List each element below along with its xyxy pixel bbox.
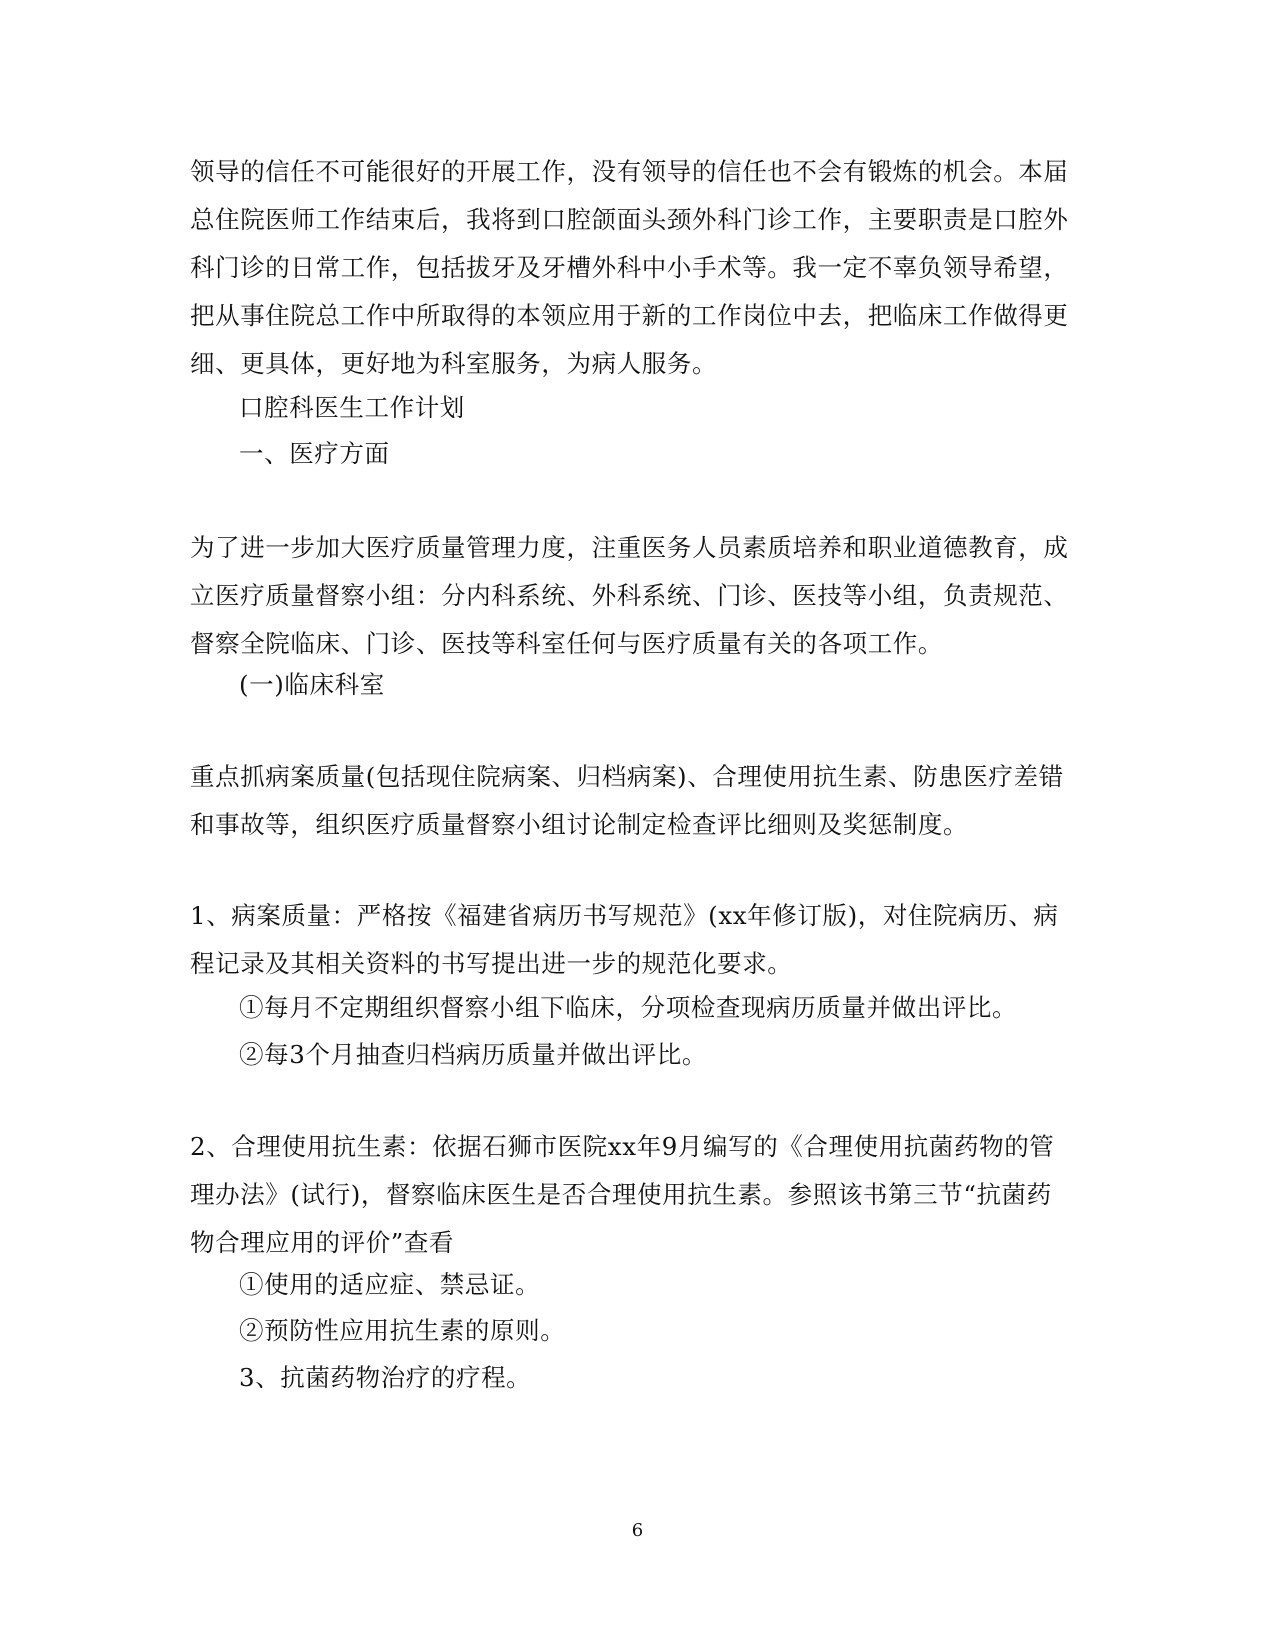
paragraph-case-quality: 1、病案质量：严格按《福建省病历书写规范》(xx年修订版)，对住院病历、病程记录及其相关资料的书写提出进一步的规范化要求。: [190, 901, 1059, 978]
section-heading-plan: 口腔科医生工作计划: [239, 393, 465, 422]
paragraph-quality-team: 为了进一步加大医疗质量管理力度，注重医务人员素质培养和职业道德教育，成立医疗质量督察小组：分内科系统、外科系统、门诊、医技等小组，负责规范、督察全院临床、门诊、医技等科室任何与医疗质量有关的各项工作。: [190, 533, 1069, 658]
list-item-monthly-check: ①每月不定期组织督察小组下临床，分项检查现病历质量并做出评比。: [239, 993, 1018, 1022]
subheading-clinical-departments: (一)临床科室: [239, 670, 385, 699]
paragraph-work-transition: 领导的信任不可能很好的开展工作，没有领导的信任也不会有锻炼的机会。本届总住院医师工作结束后，我将到口腔颌面头颈外科门诊工作，主要职责是口腔外科门诊的日常工作，包括拔牙及牙槽外科中小手术等。我一定不辜负领导希望，把从事住院总工作中所取得的本领应用于新的工作岗位中去，把临床工作做得更细、更具体，更好地为科室服务，为病人服务。: [190, 157, 1069, 378]
paragraph-antibiotics: 2、合理使用抗生素：依据石狮市医院xx年9月编写的《合理使用抗菌药物的管理办法》(试行)，督察临床医生是否合理使用抗生素。参照该书第三节“抗菌药物合理应用的评价”查看: [190, 1132, 1055, 1257]
section-heading-medical: 一、医疗方面: [239, 439, 390, 468]
page-number: 6: [631, 1520, 644, 1541]
list-item-course: 3、抗菌药物治疗的疗程。: [239, 1363, 532, 1392]
list-item-prophylaxis: ②预防性应用抗生素的原则。: [239, 1316, 566, 1345]
paragraph-key-points: 重点抓病案质量(包括现住院病案、归档病案)、合理使用抗生素、防患医疗差错和事故等，组织医疗质量督察小组讨论制定检查评比细则及奖惩制度。: [190, 762, 1064, 839]
list-item-indications: ①使用的适应症、禁忌证。: [239, 1270, 541, 1299]
list-item-quarterly-check: ②每3个月抽查归档病历质量并做出评比。: [239, 1040, 707, 1069]
